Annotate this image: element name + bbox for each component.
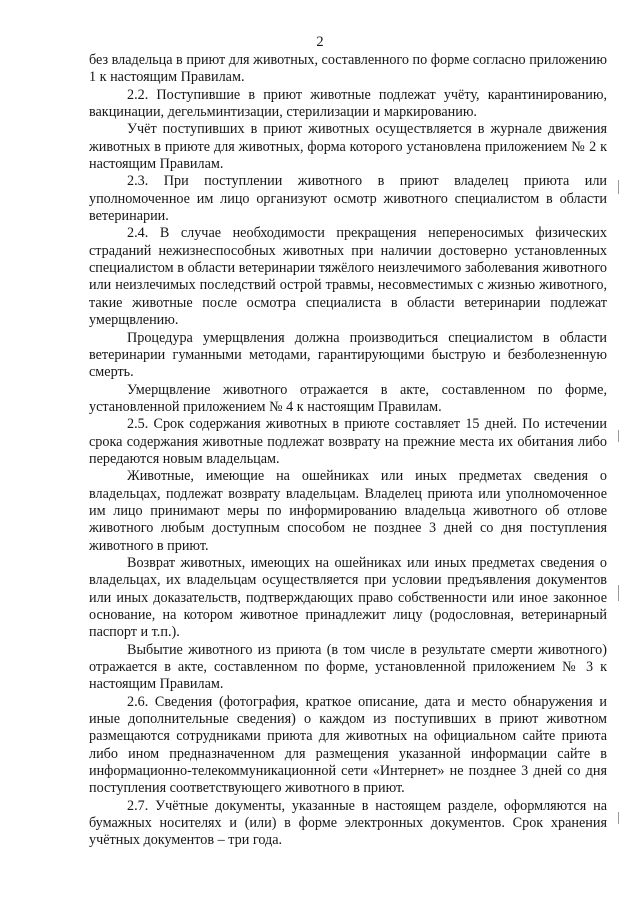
document-body <box>89 52 607 850</box>
paragraph-euthanasia-act: Умерщвление животного отражается в акте, составленном по форме, установленной приложением № 4 к настоящим Правилам. <box>89 381 607 415</box>
paragraph-2-3-inspection: 2.3. При поступлении животного в приют владелец приюта или уполномоченное им лицо организуют осмотр животного специалистом в области ветеринарии. <box>89 173 607 225</box>
paragraph-2-6-online-publication: 2.6. Сведения (фотография, краткое описание, дата и место обнаружения и иные дополнительные сведения) о каждом из поступивших в приют животном размещаются сотрудниками приюта для животных на официальном сайте приюта либо ином предназначенном для размещения указанной информации сайте в информационно-телекоммуникационной сети «Интернет» не позднее 3 дней со дня поступления соответствующего животного в приют. <box>89 693 607 797</box>
paragraph-2-5-keeping-term: 2.5. Срок содержания животных в приюте составляет 15 дней. По истечении срока содержания животные подлежат возврату на прежние места их обитания либо передаются новым владельцам. <box>89 416 607 467</box>
paragraph-return-conditions: Возврат животных, имеющих на ошейниках или иных предметах сведения о владельцах, их владельцам осуществляется при условии предъявления документов или иных доказательств, подтверждающих право собственности или иное законное основание, на котором животное принадлежит лицу (родословная, ветеринарный паспорт и т.п.). <box>89 554 607 641</box>
scan-margin-mark <box>618 812 619 824</box>
paragraph-intake-record-continuation: без владельца в приют для животных, составленного по форме согласно приложению 1 к настоящим Правилам. <box>89 52 607 86</box>
scan-margin-mark <box>618 585 619 601</box>
paragraph-2-2-registration: 2.2. Поступившие в приют животные подлежат учёту, карантинированию, вакцинации, дегельминтизации, стерилизации и маркированию. <box>89 86 607 121</box>
scan-margin-mark <box>618 180 619 194</box>
page-number: 2 <box>316 34 324 50</box>
paragraph-departure-act: Выбытие животного из приюта (в том числе в результате смерти животного) отражается в акте, составленном по форме, установленной приложением № 3 к настоящим Правилам. <box>89 641 607 693</box>
paragraph-2-7-record-storage: 2.7. Учётные документы, указанные в настоящем разделе, оформляются на бумажных носителях и (или) в форме электронных документов. Срок хранения учётных документов – три года. <box>89 797 607 849</box>
paragraph-2-4-euthanasia-conditions: 2.4. В случае необходимости прекращения непереносимых физических страданий нежизнеспособных животных при наличии достоверно установленных специалистом в области ветеринарии тяжёлого неизлечимого заболевания животного или неизлечимых последствий острой травмы, несовместимых с жизнью животного, такие животные после осмотра специалиста в области ветеринарии подлежат умерщвлению. <box>89 225 607 329</box>
paragraph-euthanasia-procedure: Процедура умерщвления должна производиться специалистом в области ветеринарии гуманными методами, гарантирующими быструю и безболезненную смерть. <box>89 329 607 381</box>
paragraph-registration-journal: Учёт поступивших в приют животных осуществляется в журнале движения животных в приюте для животных, форма которого установлена приложением № 2 к настоящим Правилам. <box>89 121 607 173</box>
scan-margin-mark <box>618 430 619 442</box>
paragraph-return-to-owners: Животные, имеющие на ошейниках или иных предметах сведения о владельцах, подлежат возврату владельцам. Владелец приюта или уполномоченное им лицо принимают меры по информированию владельца животного об отлове животного любым доступным способом не позднее 3 дней со дня поступления животного в приют. <box>89 468 607 554</box>
